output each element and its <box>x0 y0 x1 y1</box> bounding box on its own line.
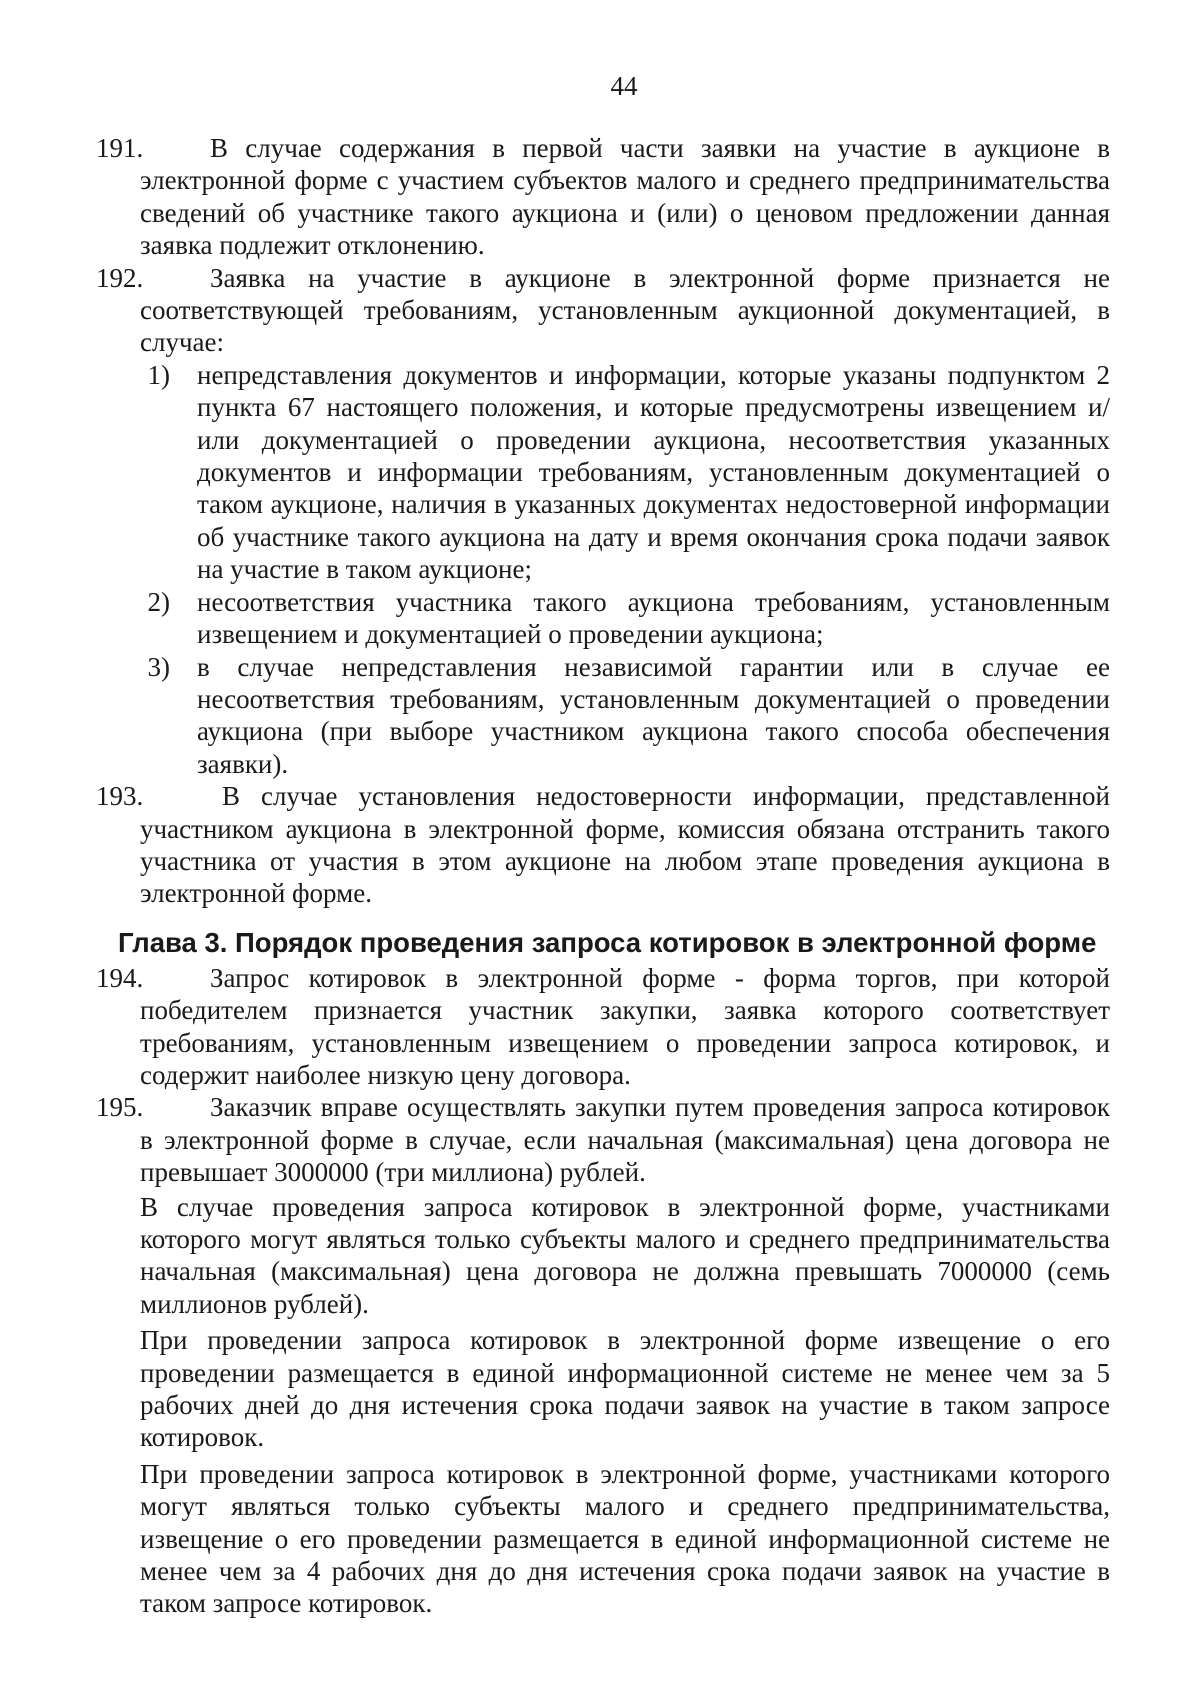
clause-192-sublist <box>118 359 1110 780</box>
paragraph-notice-5-days: При проведении запроса котировок в электронной форме извещение о его проведении размещается в единой информационной системе не менее чем за 5 рабочих дней до дня истечения срока подачи заявок на участие в таком запросе котировок. <box>140 1325 1110 1453</box>
clause-number: 194. <box>96 962 144 993</box>
clause-text: Заявка на участие в аукционе в электронной форме признается не соответствующей требованиям, установленным аукционной документацией, в случае: <box>140 262 1110 358</box>
clause-192 <box>96 262 1110 359</box>
clause-191 <box>96 132 1110 262</box>
clause-number: 192. <box>96 262 144 293</box>
clause-text: В случае установления недостоверности информации, представленной участником аукциона в электронной форме, комиссия обязана отстранить такого участника от участия в этом аукционе на любом этапе проведения аукциона в электронной форме. <box>140 781 1110 909</box>
sub-item-1 <box>140 359 1110 586</box>
sub-item-text: несоответствия участника такого аукциона требованиям, установленным извещением и документацией о проведении аукциона; <box>197 586 1110 650</box>
sub-item-text: в случае непредставления независимой гарантии или в случае ее несоответствия требованиям, установленным документацией о проведении аукциона (при выборе участником аукциона такого способа обеспечения заявки). <box>197 651 1110 779</box>
clause-text: Запрос котировок в электронной форме - форма торгов, при которой победителем признается участник закупки, заявка которого соответствует требованиям, установленным извещением о проведении запроса котировок, и содержит наиболее низкую цену договора. <box>140 962 1110 1090</box>
chapter-heading: Глава 3. Порядок проведения запроса котировок в электронной форме <box>118 926 1097 958</box>
clause-text: В случае содержания в первой части заявки на участие в аукционе в электронной форме с участием субъектов малого и среднего предпринимательства сведений об участнике такого аукциона и (или) о ценовом предложении данная заявка подлежит отклонению. <box>140 133 1110 261</box>
paragraph-notice-4-days: При проведении запроса котировок в электронной форме, участниками которого могут являться только субъекты малого и среднего предпринимательства, извещение о его проведении размещается в единой информационной системе не менее чем за 4 рабочих дня до дня истечения срока подачи заявок на участие в таком запросе котировок. <box>140 1458 1110 1619</box>
clause-text: Заказчик вправе осуществлять закупки путем проведения запроса котировок в электронной форме в случае, если начальная (максимальная) цена договора не превышает 3000000 (три миллиона) рублей. <box>140 1092 1110 1188</box>
sub-item-2 <box>140 586 1110 651</box>
sub-item-3 <box>140 651 1110 781</box>
sub-item-number: 1) <box>147 359 170 390</box>
clause-number: 193. <box>96 781 144 812</box>
sub-item-text: непредставления документов и информации, которые указаны подпунктом 2 пункта 67 настоящего положения, и которые предусмотрены извещением и/или документацией о проведении аукциона, несоответствия указанных документов и информации требованиям, установленным документацией о таком аукционе, наличия в указанных документах недостоверной информации об участнике такого аукциона на дату и время окончания срока подачи заявок на участие в таком аукционе; <box>197 359 1110 585</box>
clause-number: 195. <box>96 1092 144 1123</box>
clause-195 <box>96 1091 1110 1188</box>
sub-item-number: 2) <box>147 586 170 617</box>
clause-193 <box>96 780 1110 910</box>
clause-number: 191. <box>96 133 144 163</box>
page-number: 44 <box>610 71 638 101</box>
paragraph-smb-limit: В случае проведения запроса котировок в электронной форме, участниками которого могут являться только субъекты малого и среднего предпринимательства начальная (максимальная) цена договора не должна превышать 7000000 (семь миллионов рублей). <box>140 1191 1110 1319</box>
sub-item-number: 3) <box>147 651 170 682</box>
clause-194 <box>96 962 1110 1092</box>
